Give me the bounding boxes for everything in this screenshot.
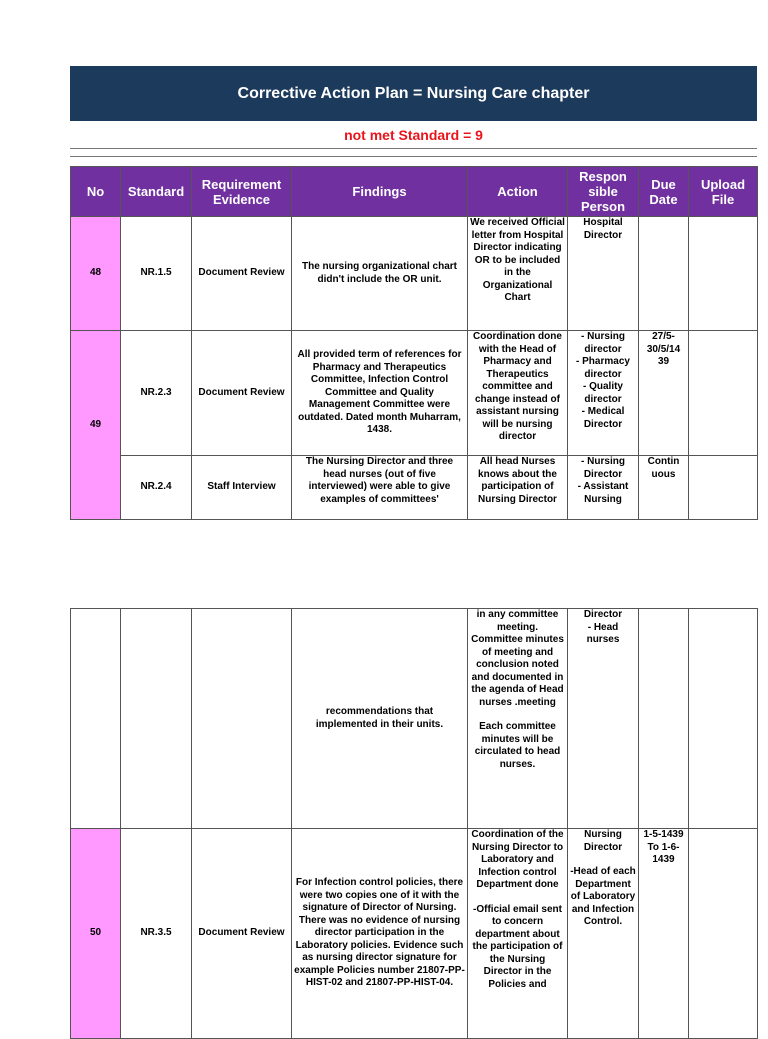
responsible-person-part: Nursing Director [583,829,623,853]
header-upload-file: Upload File [689,167,758,217]
action-text-part: Coordination of the Nursing Director to Laboratory and Infection control Department done [471,829,564,890]
action-text: All head Nurses knows about the participation of Nursing Director [468,456,568,520]
action-text-part: -Official email sent to concern department about the participation of the Nursing Director in the Policies and [472,903,563,990]
action-text: We received Official letter from Hospital Director indicating OR to be included in the Organizational Chart [468,217,568,331]
standard-code: NR.2.4 [121,456,192,520]
row-number: 49 [71,331,121,520]
action-plan-table [70,166,758,520]
header-no: No [71,167,121,217]
requirement-evidence: Staff Interview [192,456,292,520]
action-plan-table-continued [70,608,758,1039]
responsible-person [568,829,639,1039]
not-met-standard-count: not met Standard = 9 [344,127,483,143]
row-number: 48 [71,217,121,331]
table-row [71,829,758,1039]
responsible-person: Director - Head nurses [568,609,639,829]
divider [70,156,757,157]
row-number [71,609,121,829]
findings-text: For Infection control policies, there were two copies one of it with the signature of Director of Nursing. There was no evidence of nursing director participation in the Laboratory policies. Evidence such as nursing director signature for example Policies number 21807-PP-HIST-02 and 21807-PP-HIST-04. [292,829,468,1039]
action-text-part: Each committee minutes will be circulated to head nurses. [474,721,561,770]
findings-text: All provided term of references for Pharmacy and Therapeutics Committee, Infection Control Committee and Quality Management Committee were outdated. Dated month Muharram, 1438. [292,331,468,456]
due-date [639,217,689,331]
standard-code: NR.1.5 [121,217,192,331]
requirement-evidence: Document Review [192,331,292,456]
due-date: 1-5-1439 To 1-6-1439 [639,829,689,1039]
due-date: Contin uous [639,456,689,520]
header-findings: Findings [292,167,468,217]
row-number: 50 [71,829,121,1039]
header-responsible-person: Respon sible Person [568,167,639,217]
header-requirement-evidence: Requirement Evidence [192,167,292,217]
upload-file-cell[interactable] [689,829,758,1039]
standard-code [121,609,192,829]
table-row [71,331,758,456]
upload-file-cell[interactable] [689,609,758,829]
upload-file-cell[interactable] [689,456,758,520]
findings-text: recommendations that implemented in their units. [292,609,468,829]
standard-code: NR.3.5 [121,829,192,1039]
requirement-evidence: Document Review [192,829,292,1039]
action-text: Coordination done with the Head of Pharmacy and Therapeutics committee and change instead of assistant nursing will be nursing director [468,331,568,456]
findings-text: The Nursing Director and three head nurses (out of five interviewed) were able to give examples of committees' [292,456,468,520]
responsible-person: - Nursing director - Pharmacy director - Quality director - Medical Director [568,331,639,456]
header-standard: Standard [121,167,192,217]
divider [70,148,757,149]
requirement-evidence [192,609,292,829]
table-row [71,456,758,520]
upload-file-cell[interactable] [689,217,758,331]
findings-text: The nursing organizational chart didn't include the OR unit. [292,217,468,331]
table-row [71,217,758,331]
action-text [468,609,568,829]
due-date: 27/5-30/5/14 39 [639,331,689,456]
responsible-person-part: -Head of each Department of Laboratory and Infection Control. [570,866,636,927]
header-due-date: Due Date [639,167,689,217]
action-text-part: in any committee meeting. Committee minutes of meeting and conclusion noted and documented in the agenda of Head nurses .meeting [471,609,564,708]
header-action: Action [468,167,568,217]
responsible-person: - Nursing Director - Assistant Nursing [568,456,639,520]
upload-file-cell[interactable] [689,331,758,456]
standard-code: NR.2.3 [121,331,192,456]
requirement-evidence: Document Review [192,217,292,331]
due-date [639,609,689,829]
responsible-person: Hospital Director [568,217,639,331]
table-row [71,609,758,829]
table-header-row [71,167,758,217]
page-title: Corrective Action Plan = Nursing Care chapter [70,66,757,121]
action-text [468,829,568,1039]
